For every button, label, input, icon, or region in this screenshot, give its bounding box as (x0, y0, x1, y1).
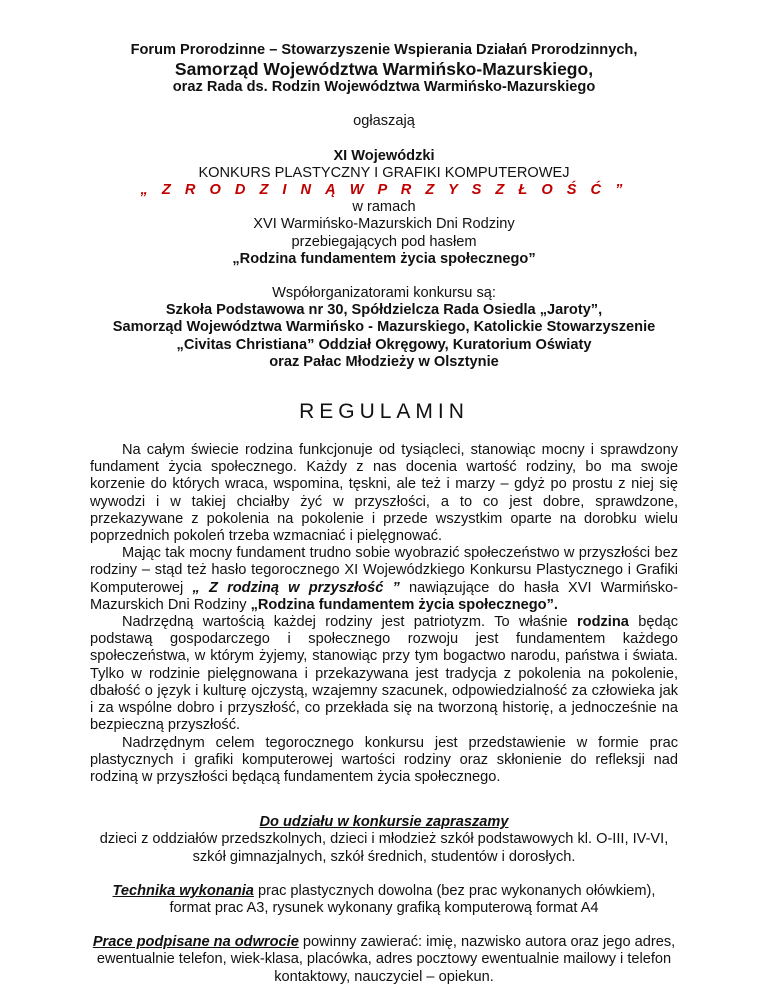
regulamin-paragraph-4: Nadrzędnym celem tegorocznego konkursu jest przedstawienie w formie prac plastycznych i grafiki komputerowej wartości rodziny oraz skłonienie do refleksji nad rodziną w przyszłości będącą fundamentem życia społecznego. (90, 734, 678, 785)
technique-paragraph (90, 883, 678, 917)
technique-heading: Technika wykonania (112, 882, 254, 899)
contest-edition: XI Wojewódzki (333, 147, 435, 164)
regulamin-paragraph-3 (90, 614, 678, 734)
organizer-line-1: Forum Prorodzinne – Stowarzyszenie Wspierania Działań Prorodzinnych, (130, 42, 638, 58)
participation-text: dzieci z oddziałów przedszkolnych, dzieci i młodzież szkół podstawowych kl. O-III, IV-VI, szkół gimnazjalnych, szkół średnich, studentów i dorosłych. (99, 831, 669, 865)
p2-text-b: nawiązujące do hasła XVI Warmińsko-Mazurskich Dni Rodziny (90, 579, 679, 613)
signing-paragraph (90, 934, 678, 986)
contest-within: w ramach (352, 199, 416, 216)
p2-motto: „ Z rodziną w przyszłość ” (192, 579, 400, 596)
signing-heading: Prace podpisane na odwrocie (92, 934, 299, 951)
p3-text-a: Nadrzędną wartością każdej rodziny jest patriotyzm. To właśnie (122, 614, 577, 631)
contest-slogan: „Rodzina fundamentem życia społecznego” (232, 250, 536, 267)
signing-text: powinny zawierać: imię, nazwisko autora oraz jego adres, ewentualnie telefon, wiek-klasa, placówka, adres pocztowy ewentualnie mailowy i telefon kontaktowy, nauczyciel – opiekun. (96, 934, 676, 985)
participation-heading: Do udziału w konkursie zapraszamy (259, 814, 509, 831)
contest-name: KONKURS PLASTYCZNY I GRAFIKI KOMPUTEROWEJ (198, 164, 570, 181)
p3-text-b: będąc podstawą gospodarczego i społecznego rozwoju jest fundamentem każdego społeczeństwa, w którym żyjemy, stanowiąc przy tym bogactwo narodu, państwa i świata. Tylko w rodzinie pielęgnowana i przekazywana jest tradycja z pokolenia na pokolenie, dbałość o język i kulturę ojczystą, wzajemny szacunek, odpowiedzialność za człowieka jak i za wspólne dobro i przyszłość, co przekłada się na tworzoną historię, a jednocześnie na bezpieczną przyszłość. (90, 614, 678, 734)
regulamin-paragraph-2 (90, 545, 678, 614)
p3-word: rodzina (576, 614, 629, 631)
coorganizers-line-3: „Civitas Christiana” Oddział Okręgowy, Kuratorium Oświaty (176, 336, 592, 353)
contest-motto: „ Z R O D Z I N Ą W P R Z Y S Z Ł O Ś Ć ” (140, 182, 628, 199)
contest-days: XVI Warmińsko-Mazurskich Dni Rodziny (253, 216, 515, 233)
p2-text-a: Mając tak mocny fundament trudno sobie wyobrazić społeczeństwo w przyszłości bez rodziny – stąd też hasło tegorocznego XI Wojewódzkiego Konkursu Plastycznego i Grafiki Komputerowej (90, 545, 678, 596)
coorganizers-intro: Współorganizatorami konkursu są: (272, 285, 496, 302)
technique-text: prac plastycznych dowolna (bez prac wykonanych ołówkiem), format prac A3, rysunek wykonany grafiką komputerową format A4 (169, 882, 656, 916)
regulamin-title: REGULAMIN (299, 400, 469, 424)
coorganizers-line-4: oraz Pałac Młodzieży w Olsztynie (269, 353, 499, 370)
contest-under-slogan: przebiegających pod hasłem (291, 233, 477, 250)
organizer-line-2: Samorząd Województwa Warmińsko-Mazurskiego, (174, 59, 594, 80)
organizer-line-3: oraz Rada ds. Rodzin Województwa Warmińsko-Mazurskiego (172, 79, 596, 96)
announce-text: ogłaszają (353, 113, 415, 130)
coorganizers-line-1: Szkoła Podstawowa nr 30, Spółdzielcza Rada Osiedla „Jaroty”, (165, 302, 603, 319)
p2-slogan: „Rodzina fundamentem życia społecznego”. (250, 596, 558, 613)
regulamin-paragraph-1: Na całym świecie rodzina funkcjonuje od tysiącleci, stanowiąc mocny i sprawdzony fundament życia społecznego. Każdy z nas docenia wartość rodziny, bo ma swoje korzenie do których wraca, wspomina, tęskni, ale też i marzy – gdyż po prostu z niej się wywodzi i w takiej chciałby żyć w przyszłości, a to co jest dobre, sprawdzone, przekazywane z pokolenia na pokolenie i przede wszystkim oparte na dorobku wielu poprzednich pokoleń trzeba wzmacniać i pielęgnować. (90, 442, 678, 545)
coorganizers-line-2: Samorząd Województwa Warmińsko - Mazurskiego, Katolickie Stowarzyszenie (112, 319, 656, 336)
